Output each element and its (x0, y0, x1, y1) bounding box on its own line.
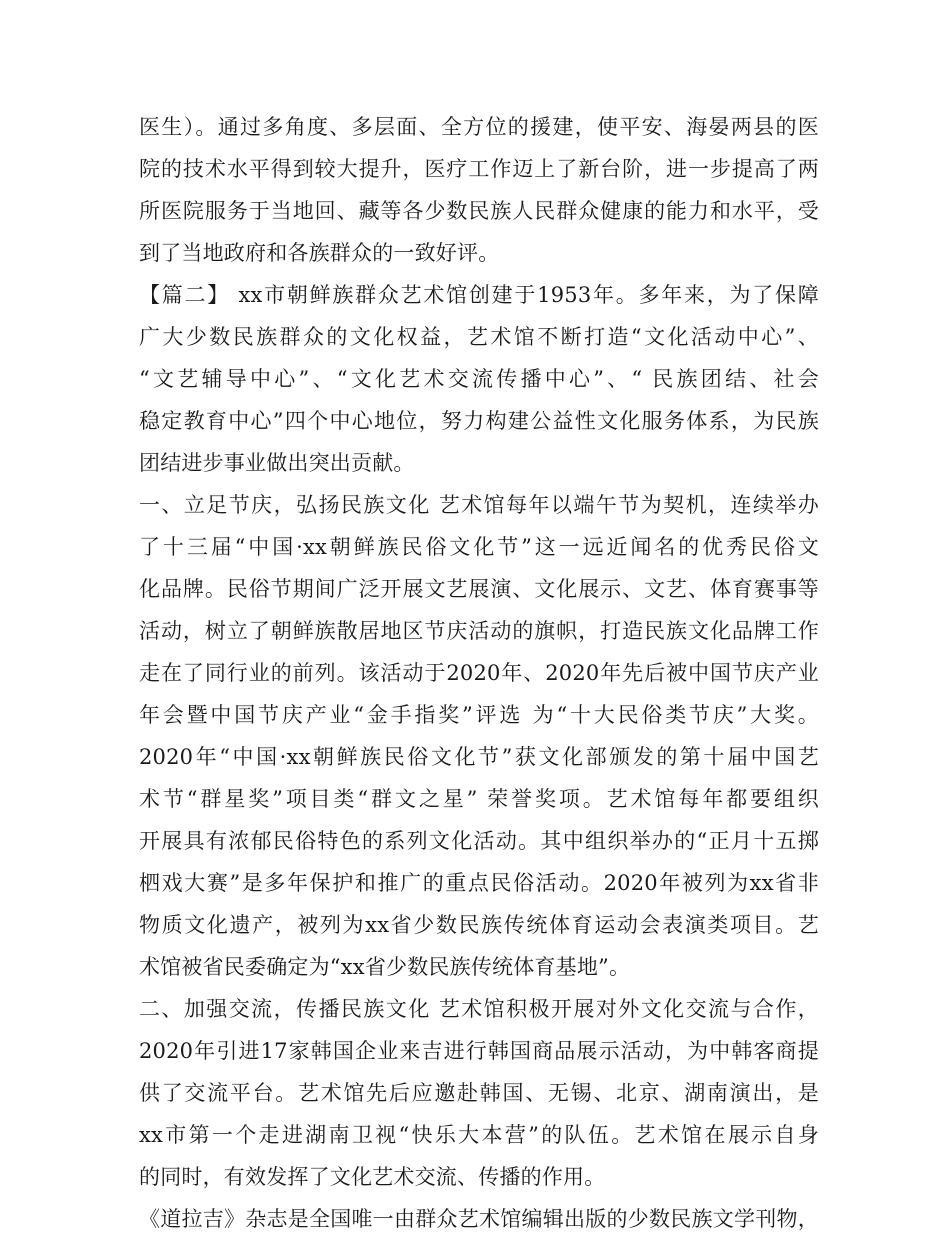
text-line: 【篇二】 xx市朝鲜族群众艺术馆创建于1953年。多年来，为了保障 (139, 283, 819, 307)
text-line: 了十三届“中国·xx朝鲜族民俗文化节”这一远近闻名的优秀民俗文 (139, 535, 819, 559)
text-line: 术馆被省民委确定为“xx省少数民族传统体育基地”。 (139, 955, 631, 979)
text-line: “文艺辅导中心”、“文化艺术交流传播中心”、“ 民族团结、社会 (139, 367, 819, 391)
text-line: 《道拉吉》杂志是全国唯一由群众艺术馆编辑出版的少数民族文学刊物， (139, 1207, 819, 1231)
text-line: 二、加强交流，传播民族文化 艺术馆积极开展对外文化交流与合作， (139, 997, 819, 1021)
document-body (139, 106, 819, 1240)
text-line: 院的技术水平得到较大提升，医疗工作迈上了新台阶，进一步提高了两 (139, 157, 819, 181)
text-line: xx市第一个走进湖南卫视“快乐大本营”的队伍。艺术馆在展示自身 (139, 1123, 819, 1147)
text-line: 走在了同行业的前列。该活动于2020年、2020年先后被中国节庆产业 (139, 661, 819, 685)
text-line: 一、立足节庆，弘扬民族文化 艺术馆每年以端午节为契机，连续举办 (139, 493, 819, 517)
text-line: 医生）。通过多角度、多层面、全方位的援建，使平安、海晏两县的医 (139, 115, 819, 139)
text-line: 的同时，有效发挥了文化艺术交流、传播的作用。 (139, 1165, 606, 1189)
text-line: 化品牌。民俗节期间广泛开展文艺展演、文化展示、文艺、体育赛事等 (139, 577, 819, 601)
text-line: 柶戏大赛”是多年保护和推广的重点民俗活动。2020年被列为xx省非 (139, 871, 819, 895)
text-line: 到了当地政府和各族群众的一致好评。 (139, 241, 500, 265)
text-line: 所医院服务于当地回、藏等各少数民族人民群众健康的能力和水平，受 (139, 199, 819, 223)
text-line: 广大少数民族群众的文化权益，艺术馆不断打造“文化活动中心”、 (139, 325, 819, 349)
text-line: 团结进步事业做出突出贡献。 (139, 451, 415, 475)
text-line: 供了交流平台。艺术馆先后应邀赴韩国、无锡、北京、湖南演出，是 (139, 1081, 819, 1105)
text-line: 稳定教育中心”四个中心地位，努力构建公益性文化服务体系，为民族 (139, 409, 819, 433)
text-line: 物质文化遗产，被列为xx省少数民族传统体育运动会表演类项目。艺 (139, 913, 819, 937)
text-line: 年会暨中国节庆产业“金手指奖”评选 为“十大民俗类节庆”大奖。 (139, 703, 819, 727)
text-line: 2020年引进17家韩国企业来吉进行韩国商品展示活动，为中韩客商提 (139, 1039, 819, 1063)
text-line: 活动，树立了朝鲜族散居地区节庆活动的旗帜，打造民族文化品牌工作 (139, 619, 819, 643)
text-line: 术节“群星奖”项目类“群文之星” 荣誉奖项。艺术馆每年都要组织 (139, 787, 819, 811)
text-line: 2020年“中国·xx朝鲜族民俗文化节”获文化部颁发的第十届中国艺 (139, 745, 819, 769)
text-line: 开展具有浓郁民俗特色的系列文化活动。其中组织举办的“正月十五掷 (139, 829, 819, 853)
